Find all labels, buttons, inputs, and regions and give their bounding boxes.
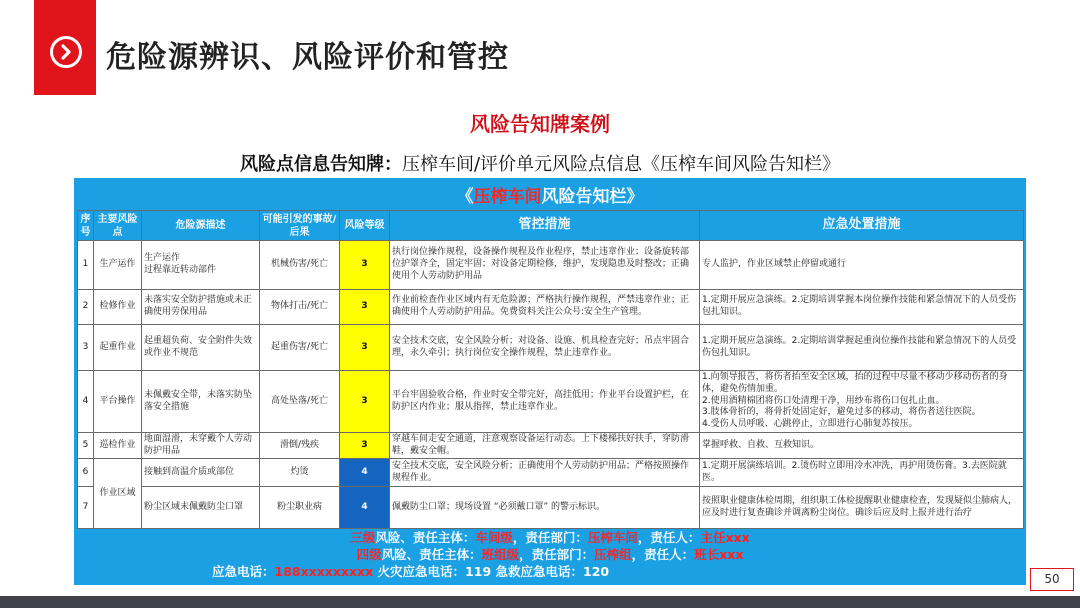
table-row [78,487,1024,529]
fire-ambulance-text: 火灾应急电话：119 急救应急电话：120 [377,564,610,579]
subheading [0,150,1080,176]
cell-consequence: 粉尘职业病 [260,487,340,529]
cell-point: 平台操作 [94,371,142,433]
emergency-phone-line [74,563,1026,580]
table-header-row [78,211,1024,241]
cell-consequence: 灼烫 [260,459,340,487]
cell-emergency: 掌握呼救、自救、互救知识。 [700,433,1024,459]
person-label: ，责任人： [637,530,701,545]
cell-point: 巡检作业 [94,433,142,459]
cell-measures: 执行岗位操作规程，设备操作规程及作业程序，禁止违章作业；设备旋转部位护罩齐全，固定牢固；对设备定期检修，维护，发现隐患及时整改；正确使用个人劳动防护用品 [390,241,700,290]
cell-hazard: 未落实安全防护措施或未正确使用劳保用品 [142,290,260,325]
col-header-measures: 管控措施 [390,211,700,241]
board-title-rest: 风险告知栏》 [541,187,644,207]
col-header-emergency: 应急处置措施 [700,211,1024,241]
cell-consequence: 起重伤害/死亡 [260,325,340,371]
cell-no: 4 [78,371,94,433]
cell-measures: 平台牢固验收合格，作业时安全带完好，高挂低用；作业平台设置护栏，在防护区内作业；服从指挥，禁止违章作业。 [390,371,700,433]
board-title-highlight: 压榨车间 [473,187,542,207]
cell-point: 生产运作 [94,241,142,290]
cell-no: 2 [78,290,94,325]
risk-table [77,210,1024,529]
cell-hazard: 生产运作 过程靠近转动部件 [142,241,260,290]
cell-level: 4 [340,487,390,529]
table-row [78,459,1024,487]
cell-hazard: 接触到高温介质或部位 [142,459,260,487]
cell-no: 6 [78,459,94,487]
risk-notice-board [74,178,1026,585]
cell-no: 3 [78,325,94,371]
person-value: 主任xxx [700,530,750,545]
cell-no: 7 [78,487,94,529]
table-row [78,371,1024,433]
dept-label: ，责任部门： [512,530,588,545]
dept-value: 压榨组 [594,547,632,562]
cell-hazard: 地面湿滑，未穿戴个人劳动防护用品 [142,433,260,459]
col-header-hazard: 危险源描述 [142,211,260,241]
cell-measures: 作业前检查作业区域内有无危险源；严格执行操作规程，严禁违章作业；正确使用个人劳动防护用品。免费资料关注公众号:安全生产管理。 [390,290,700,325]
cell-hazard: 未佩戴安全带，未落实防坠落安全措施 [142,371,260,433]
cell-measures: 安全技术交底，安全风险分析；对设备、设施、机具检查完好；吊点牢固合理，永久牵引；执行岗位安全操作规程，禁止违章作业。 [390,325,700,371]
dept-value: 压榨车间 [587,530,638,545]
cell-measures: 穿越车间走安全通道，注意观察设备运行动态。上下楼梯扶好扶手，穿防滑鞋，戴安全帽。 [390,433,700,459]
entity-value: 车间级 [475,530,513,545]
cell-consequence: 机械伤害/死亡 [260,241,340,290]
entity-value: 班组级 [481,547,520,562]
risk-label: 风险、责任主体： [375,530,476,545]
cell-point: 作业区域 [94,459,142,529]
board-title [74,182,1026,207]
cell-emergency: 1.向领导报告，将伤者抬至安全区域，抬的过程中尽量不移动少移动伤者的身体，避免伤情加重。 2.使用酒精棉团将伤口处清理干净，用纱布将伤口包扎止血。 3.肢体骨折的，将骨折处固定好，避免过多的移动，将伤者送往医院。 4.受伤人员呼吸、心跳停止，立即进行心肺复苏按压。 [700,371,1024,433]
responsibility-footer [74,529,1026,580]
cell-consequence: 物体打击/死亡 [260,290,340,325]
cell-level: 3 [340,433,390,459]
subheading-text: 压榨车间/评价单元风险点信息《压榨车间风险告知栏》 [401,154,841,175]
risk-label: 风险、责任主体： [381,547,482,562]
cell-emergency: 专人监护，作业区域禁止停留或通行 [700,241,1024,290]
cell-level: 3 [340,371,390,433]
cell-no: 5 [78,433,94,459]
cell-consequence: 滑倒/残疾 [260,433,340,459]
responsibility-line-4 [74,546,1026,563]
cell-level: 4 [340,459,390,487]
table-row [78,241,1024,290]
page-title: 危险源辨识、风险评价和管控 [106,40,509,75]
cell-point: 起重作业 [94,325,142,371]
cell-emergency: 1.定期开展应急演练。2.定期培训掌握起重岗位操作技能和紧急情况下的人员受伤包扎知识。 [700,325,1024,371]
col-header-no: 序号 [78,211,94,241]
cell-no: 1 [78,241,94,290]
subheading-label: 风险点信息告知牌： [239,154,402,175]
cell-measures: 安全技术交底，安全风险分析；正确使用个人劳动防护用品；严格按照操作规程作业。 [390,459,700,487]
board-title-open: 《 [456,187,474,207]
phone-label: 应急电话： [212,564,275,579]
cell-level: 3 [340,241,390,290]
cell-emergency: 1.定期开展应急演练。2.定期培训掌握本岗位操作技能和紧急情况下的人员受伤包扎知识。 [700,290,1024,325]
table-row [78,433,1024,459]
person-value: 班长xxx [694,547,744,562]
cell-level: 3 [340,290,390,325]
level-label: 四级 [356,547,382,562]
cell-emergency: 1.定期开展演练培训。2.烫伤时立即用冷水冲洗，再护用烫伤膏。3.去医院就医。 [700,459,1024,487]
col-header-level: 风险等级 [340,211,390,241]
chevron-right-icon [50,36,82,68]
cell-emergency: 按照职业健康体检周期，组织职工体检提醒职业健康检查，发现疑似尘肺病人，应及时进行复查确诊并调离粉尘岗位。确诊后应及时上报并进行治疗 [700,487,1024,529]
table-row [78,290,1024,325]
phone-value: 188xxxxxxxxx [274,564,374,579]
cell-hazard: 粉尘区域未佩戴防尘口罩 [142,487,260,529]
cell-hazard: 起重超负荷、安全附件失效或作业不规范 [142,325,260,371]
bottom-bar [0,596,1080,608]
table-row [78,325,1024,371]
cell-consequence: 高处坠落/死亡 [260,371,340,433]
case-title: 风险告知牌案例 [470,112,610,136]
col-header-consequence: 可能引发的事故/后果 [260,211,340,241]
col-header-point: 主要风险点 [94,211,142,241]
cell-point: 检修作业 [94,290,142,325]
cell-measures: 佩戴防尘口罩；现场设置 “必须戴口罩” 的警示标识。 [390,487,700,529]
cell-level: 3 [340,325,390,371]
page-number: 50 [1030,568,1074,591]
person-label: ，责任人： [631,547,695,562]
level-label: 三级 [350,530,376,545]
responsibility-line-3 [74,529,1026,546]
dept-label: ，责任部门： [519,547,595,562]
